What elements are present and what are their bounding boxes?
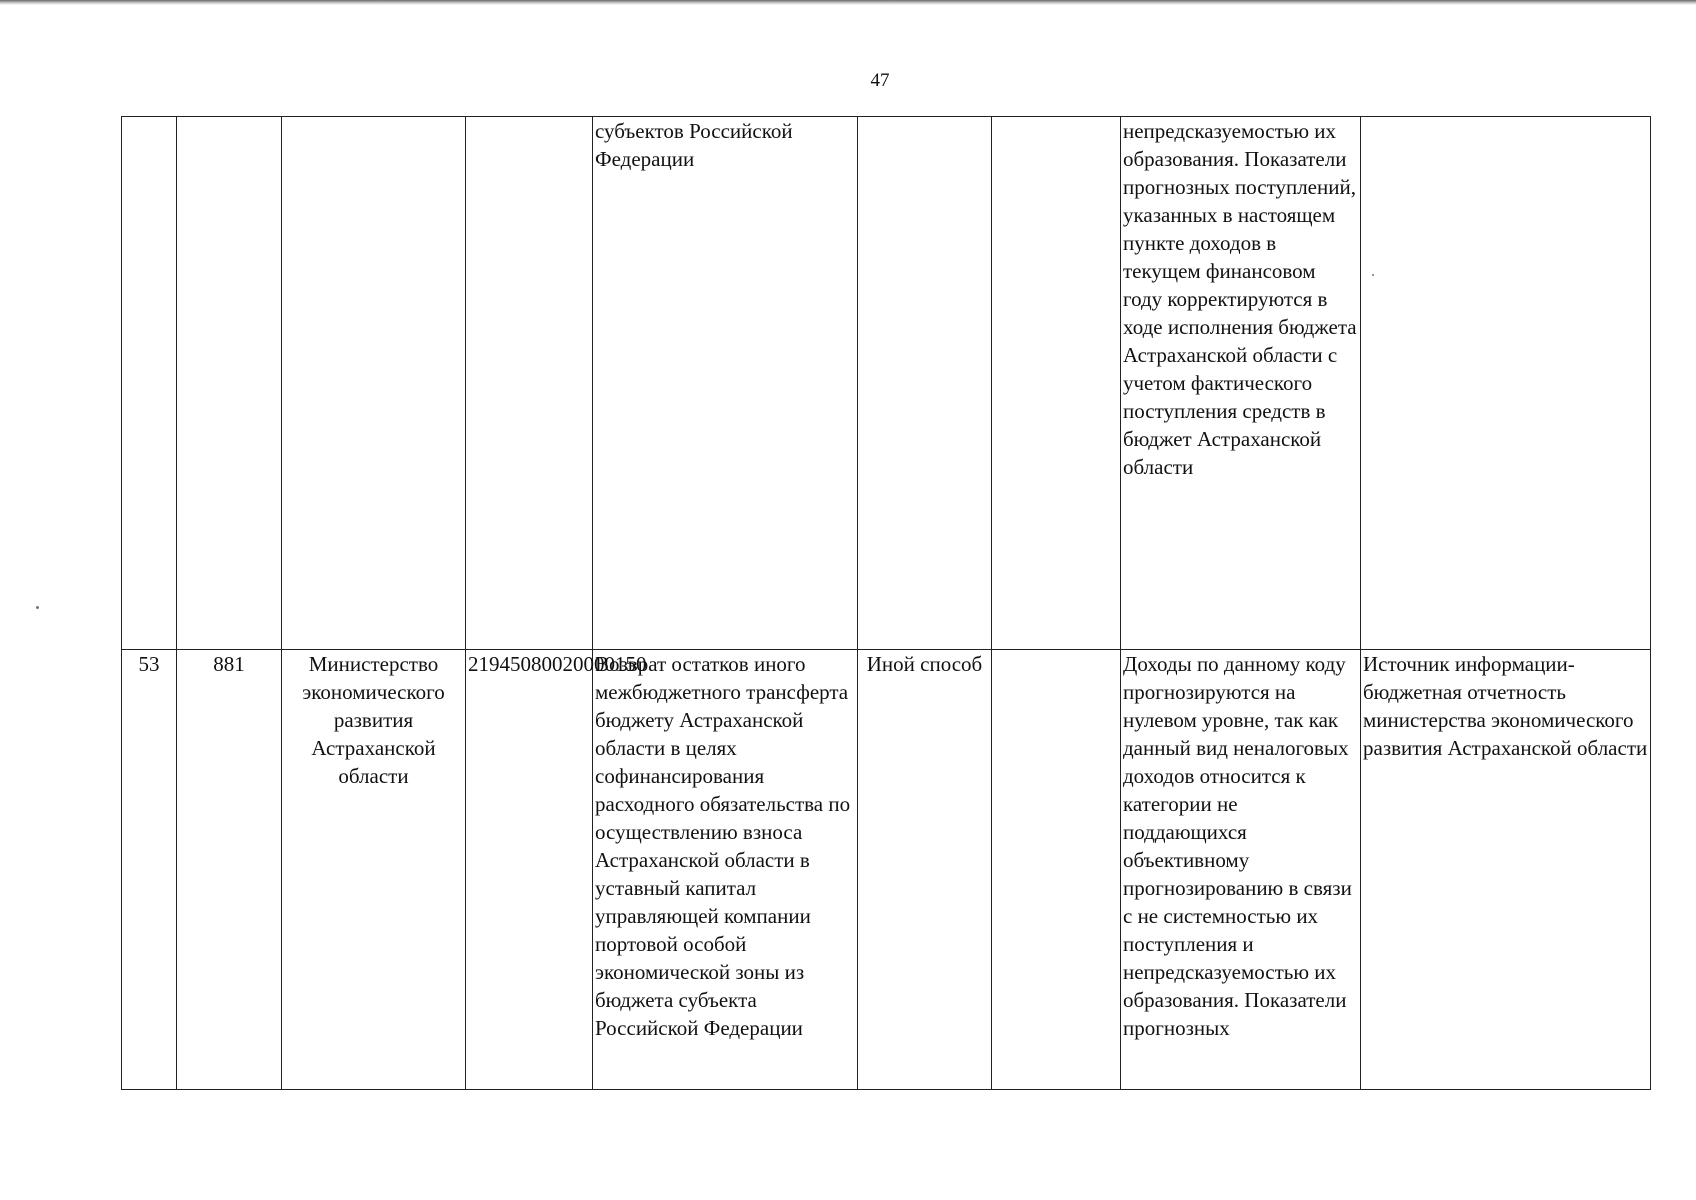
cell-description: Доходы по данному коду прогнозируются на нулевом уровне, так как данный вид неналоговых доходов относится к категории не поддающихся объективному прогнозированию в связи с не системностью их поступления и непредсказуемостью их образования. Показатели прогнозных [1121,650,1361,1090]
cell-method: Иной способ [858,650,992,1090]
cell-admin-code [177,117,282,650]
cell-description: непредсказуемостью их образования. Показатели прогнозных поступлений, указанных в настоящем пункте доходов в текущем финансовом году корректируются в ходе исполнения бюджета Астраханской области с учетом фактического поступления средств в бюджет Астраханской области [1121,117,1361,650]
cell-administrator [282,117,466,650]
cell-kbk [466,117,593,650]
revenue-forecast-table [121,116,1651,1090]
table-row [122,650,1651,1090]
cell-revenue-name: субъектов Российской Федерации [593,117,858,650]
scan-speck [36,606,39,609]
cell-method [858,117,992,650]
table-row [122,117,1651,650]
cell-formula [992,650,1121,1090]
cell-source [1361,117,1651,650]
cell-kbk: 21945080020000150 [466,650,593,1090]
cell-source: Источник информации-бюджетная отчетность министерства экономического развития Астраханской области [1361,650,1651,1090]
page-number: 47 [870,70,890,91]
cell-administrator: Министерство экономического развития Астраханской области [282,650,466,1090]
cell-admin-code: 881 [177,650,282,1090]
cell-number: 53 [122,650,177,1090]
cell-number [122,117,177,650]
cell-revenue-name: Возврат остатков иного межбюджетного трансферта бюджету Астраханской области в целях софинансирования расходного обязательства по осуществлению взноса Астраханской области в уставный капитал управляющей компании портовой особой экономической зоны из бюджета субъекта Российской Федерации [593,650,858,1090]
scan-edge [0,0,1696,5]
cell-formula [992,117,1121,650]
